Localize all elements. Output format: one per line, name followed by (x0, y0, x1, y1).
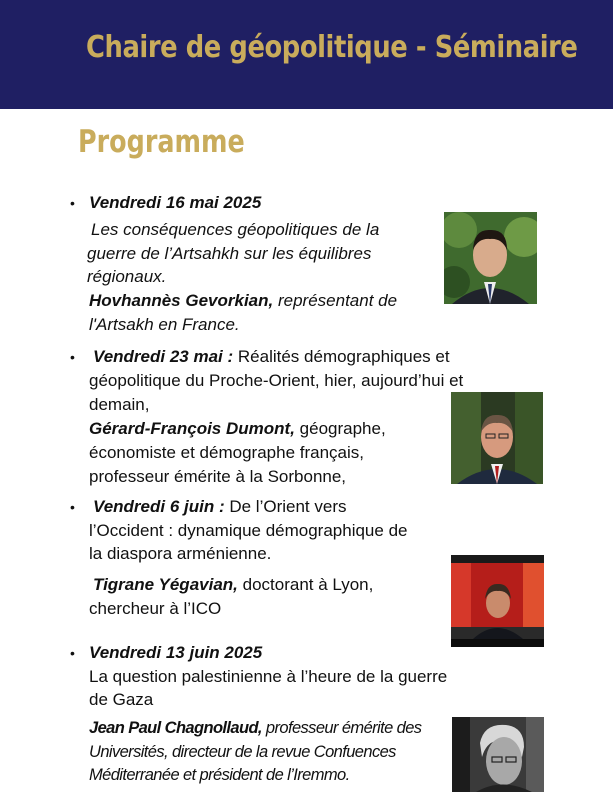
speaker-line (89, 417, 386, 441)
session-topic-line: géopolitique du Proche-Orient, hier, aujourd’hui et (89, 371, 464, 390)
speaker-photo (452, 717, 544, 792)
speaker-name: Gérard-François Dumont, (89, 419, 295, 438)
session-topic-line: la diaspora arménienne. (89, 544, 272, 563)
page-title: Chaire de géopolitique - Séminaire (86, 30, 578, 65)
programme-heading: Programme (78, 124, 245, 160)
session-topic-line: Les conséquences géopolitiques de la (91, 220, 380, 239)
speaker-photo (451, 555, 544, 647)
speaker-line (89, 573, 373, 597)
session-date: Vendredi 23 mai : (93, 347, 234, 366)
session-heading-line (89, 495, 346, 519)
speaker-line (89, 716, 421, 740)
session-topic-line: régionaux. (87, 267, 167, 286)
speaker-role-line: chercheur à l’ICO (89, 599, 222, 618)
speaker-line (89, 289, 397, 313)
session-heading-line (89, 345, 450, 369)
session-topic-line: Réalités démographiques et (237, 347, 450, 366)
speaker-role-line: Universités, directeur de la revue Confuences (89, 743, 396, 761)
session-date: Vendredi 13 juin 2025 (89, 643, 263, 662)
bullet: • (70, 195, 75, 211)
speaker-role-line: Méditerranée et président de l’Iremmo. (89, 766, 350, 784)
session-date: Vendredi 6 juin : (93, 497, 225, 516)
speaker-role: doctorant à Lyon, (242, 575, 374, 594)
speaker-role-line: économiste et démographe français, (89, 443, 364, 462)
session-topic-line: guerre de l’Artsahkh sur les équilibres (87, 244, 372, 263)
speaker-name: Tigrane Yégavian, (93, 575, 238, 594)
session-topic-line: La question palestinienne à l’heure de la guerre (89, 667, 448, 686)
speaker-role: professeur émérite des (265, 719, 422, 737)
session-topic-line: de Gaza (89, 690, 154, 709)
bullet: • (70, 499, 75, 515)
bullet: • (70, 349, 75, 365)
session-topic-line: De l’Orient vers (229, 497, 347, 516)
speaker-name: Hovhannès Gevorkian, (89, 291, 274, 310)
session-topic-line: demain, (89, 395, 150, 414)
session-topic-line: l’Occident : dynamique démographique de (89, 521, 408, 540)
speaker-role-line: professeur émérite à la Sorbonne, (89, 467, 347, 486)
speaker-photo (451, 392, 543, 484)
bullet: • (70, 645, 75, 661)
speaker-role: géographe, (299, 419, 386, 438)
speaker-role: représentant de (277, 291, 398, 310)
session-date: Vendredi 16 mai 2025 (89, 193, 262, 212)
speaker-role-line: l'Artsakh en France. (89, 315, 240, 334)
speaker-name: Jean Paul Chagnollaud, (89, 719, 262, 737)
speaker-photo (444, 212, 537, 304)
